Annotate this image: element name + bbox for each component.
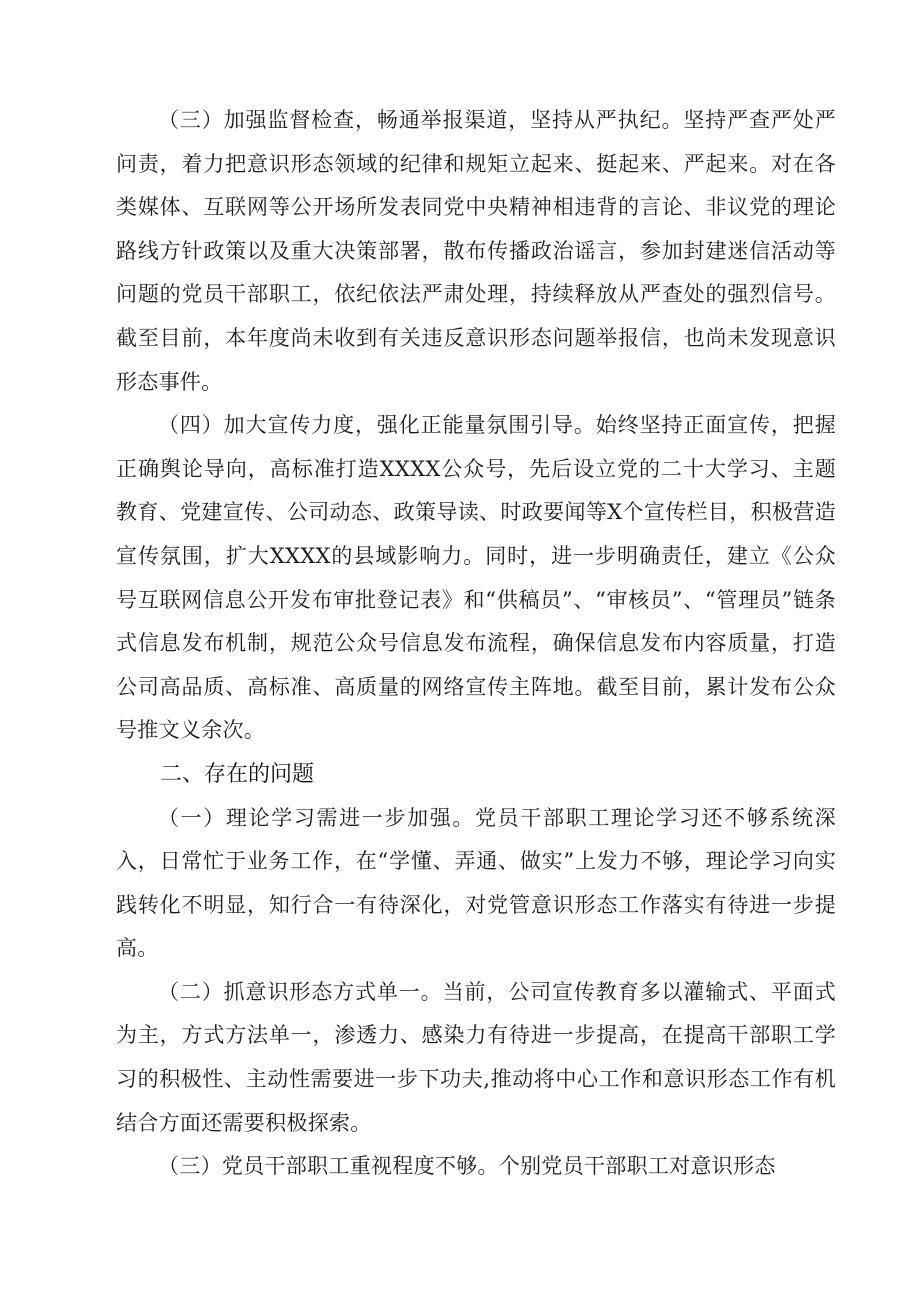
document-body [116, 99, 836, 1189]
paragraph-publicity: （四）加大宣传力度，强化正能量氛围引导。始终坚持正面宣传，把握正确舆论导向，高标准打造XXXX公众号，先后设立党的二十大学习、主题教育、党建宣传、公司动态、政策导读、时政要闻等X个宣传栏目，积极营造宣传氛围，扩大XXXX的县域影响力。同时，进一步明确责任，建立《公众号互联网信息公开发布审批登记表》和“供稿员”、“审核员”、“管理员”链条式信息发布机制，规范公众号信息发布流程，确保信息发布内容质量，打造公司高品质、高标准、高质量的网络宣传主阵地。截至目前，累计发布公众号推文义余次。 [116, 413, 836, 743]
paragraph-insufficient-attention: （三）党员干部职工重视程度不够。个别党员干部职工对意识形态 [158, 1154, 776, 1179]
section-heading-problems: 二、存在的问题 [160, 761, 315, 787]
paragraph-single-method: （二）抓意识形态方式单一。当前，公司宣传教育多以灌输式、平面式为主，方式方法单一，渗透力、感染力有待进一步提高，在提高干部职工学习的积极性、主动性需要进一步下功夫,推动将中心工作和意识形态工作有机结合方面还需要积极探索。 [116, 979, 836, 1135]
paragraph-supervision: （三）加强监督检查，畅通举报渠道，坚持从严执纪。坚持严查严处严问责，着力把意识形态领域的纪律和规矩立起来、挺起来、严起来。对在各类媒体、互联网等公开场所发表同党中央精神相违背的言论、非议党的理论路线方针政策以及重大决策部署，散布传播政治谣言，参加封建迷信活动等问题的党员干部职工，依纪依法严肃处理，持续释放从严查处的强烈信号。截至目前，本年度尚未收到有关违反意识形态问题举报信，也尚未发现意识形态事件。 [116, 108, 836, 394]
paragraph-theory-study: （一）理论学习需进一步加强。党员干部职工理论学习还不够系统深入，日常忙于业务工作，在“学懂、弄通、做实”上发力不够，理论学习向实践转化不明显，知行合一有待深化，对党管意识形态工作落实有待进一步提高。 [116, 805, 836, 961]
